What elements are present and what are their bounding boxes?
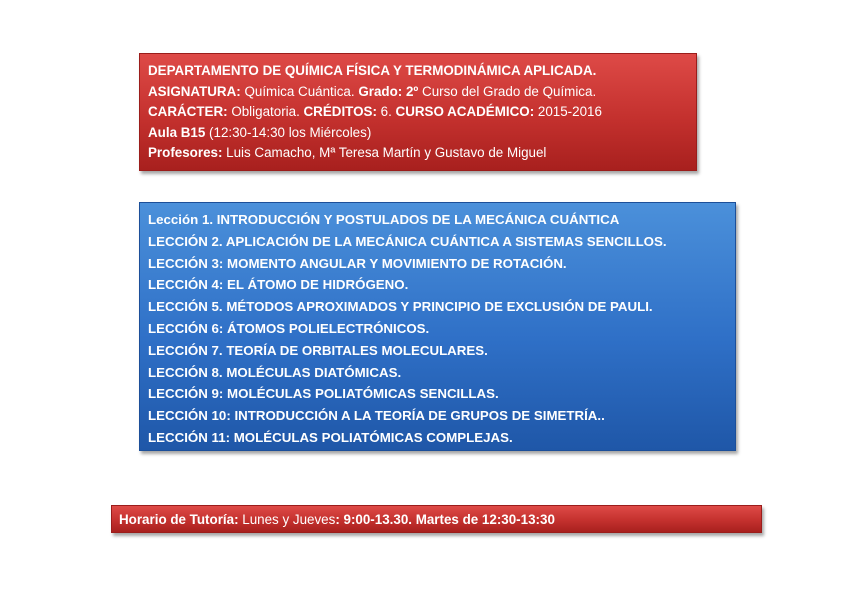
lesson-item: LECCIÓN 11: MOLÉCULAS POLIATÓMICAS COMPLEJAS. bbox=[148, 429, 513, 445]
subject-line: ASIGNATURA: Química Cuántica. Grado: 2º Curso del Grado de Química. bbox=[148, 83, 597, 99]
lesson-item: LECCIÓN 4: EL ÁTOMO DE HIDRÓGENO. bbox=[148, 277, 409, 293]
lesson-item: LECCIÓN 6: ÁTOMOS POLIELECTRÓNICOS. bbox=[148, 320, 430, 336]
department-title: DEPARTAMENTO DE QUÍMICA FÍSICA Y TERMODINÁMICA APLICADA. bbox=[148, 63, 597, 78]
professors-line: Profesores: Luis Camacho, Mª Teresa Martín y Gustavo de Miguel bbox=[148, 145, 547, 160]
lesson-item: LECCIÓN 10: INTRODUCCIÓN A LA TEORÍA DE GRUPOS DE SIMETRÍA.. bbox=[148, 408, 605, 424]
lesson-item: Lección 1. INTRODUCCIÓN Y POSTULADOS DE LA MECÁNICA CUÁNTICA bbox=[148, 212, 620, 227]
lesson-item: LECCIÓN 7. TEORÍA DE ORBITALES MOLECULARES. bbox=[148, 342, 488, 358]
lessons-list-box bbox=[139, 202, 736, 451]
lesson-item: LECCIÓN 2. APLICACIÓN DE LA MECÁNICA CUÁNTICA A SISTEMAS SENCILLOS. bbox=[148, 233, 667, 249]
lesson-item: LECCIÓN 9: MOLÉCULAS POLIATÓMICAS SENCILLAS. bbox=[148, 386, 499, 402]
classroom-line: Aula B15 (12:30-14:30 los Miércoles) bbox=[148, 124, 372, 140]
lesson-item: LECCIÓN 8. MOLÉCULAS DIATÓMICAS. bbox=[148, 364, 402, 380]
tutoring-hours-box bbox=[111, 505, 762, 533]
course-info-box bbox=[139, 53, 697, 171]
lesson-item: LECCIÓN 5. MÉTODOS APROXIMADOS Y PRINCIPIO DE EXCLUSIÓN DE PAULI. bbox=[148, 299, 653, 315]
lesson-item: LECCIÓN 3: MOMENTO ANGULAR Y MOVIMIENTO DE ROTACIÓN. bbox=[148, 255, 567, 271]
tutoring-hours-line: Horario de Tutoría: Lunes y Jueves: 9:00-13.30. Martes de 12:30-13:30 bbox=[119, 512, 555, 527]
character-line: CARÁCTER: Obligatoria. CRÉDITOS: 6. CURSO ACADÉMICO: 2015-2016 bbox=[148, 104, 602, 119]
